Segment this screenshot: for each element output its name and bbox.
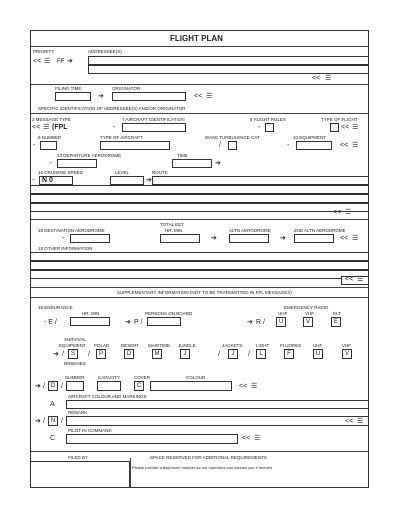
slash: / — [61, 383, 63, 390]
route-field[interactable] — [30, 194, 369, 203]
divider — [30, 46, 369, 47]
light-box[interactable]: L — [256, 349, 266, 359]
arrow-right-icon: ➔ — [146, 177, 152, 184]
type-of-flight-label: TYPE OF FLIGHT — [321, 117, 358, 122]
divider — [30, 287, 369, 288]
telephone-note: Please provide a telephone number so our operators can contact you if needed — [132, 465, 273, 470]
arrow-right-icon: ➔ — [247, 319, 253, 326]
other-info-field[interactable] — [30, 252, 369, 261]
departure-time-field[interactable] — [172, 159, 212, 168]
persons-label: PERSONS ON BOARD — [145, 311, 193, 316]
end-symbol: << — [340, 235, 349, 242]
destination-field[interactable] — [70, 234, 110, 243]
route-label: ROUTE — [152, 170, 168, 175]
fluores-label: FLUORES — [280, 343, 302, 348]
fpl-text: (FPL — [52, 124, 68, 131]
arrow-right-icon: ➔ — [35, 383, 41, 390]
persons-field[interactable] — [147, 317, 181, 326]
jungle-label: JUNGLE — [178, 343, 196, 348]
pilot-in-command-label: PILOT IN COMMAND — [68, 428, 112, 433]
altn-aerodrome-field[interactable] — [229, 234, 269, 243]
divider — [30, 113, 369, 114]
uhf2-label: UHF — [313, 343, 323, 348]
equipment-sub-label: EQUIPMENT — [59, 343, 86, 348]
elt-box[interactable]: E — [331, 317, 341, 327]
route-field[interactable] — [30, 203, 369, 212]
arrow-right-icon: ➔ — [280, 235, 286, 242]
type-of-flight-box[interactable] — [330, 123, 339, 132]
equiv-symbol: ☰ — [325, 75, 332, 82]
jackets-label: JACKETS — [222, 343, 243, 348]
slash: / — [43, 418, 45, 425]
slash: / — [219, 142, 221, 149]
end-symbol: << — [345, 418, 354, 425]
aircraft-id-field[interactable] — [122, 123, 186, 132]
destination-label: 16 DESTINATION AERODROME — [38, 228, 105, 233]
emergency-radio-label: EMERGENCY RADIO — [284, 305, 329, 310]
slash: / — [43, 383, 45, 390]
end-symbol: << — [239, 383, 248, 390]
end-symbol: << — [194, 93, 203, 100]
aircraft-colour-prefix: A — [50, 401, 55, 408]
altn2-aerodrome-label: 2ND ALTN AERODROME — [294, 228, 346, 233]
capacity-label: CAPACITY — [98, 375, 121, 380]
persons-prefix: P / — [134, 319, 143, 326]
filing-time-field[interactable] — [55, 92, 91, 101]
vhf-label: VHF — [305, 311, 314, 316]
capacity-field[interactable] — [97, 381, 121, 391]
endurance-label: 19 ENDURANCE — [38, 305, 73, 310]
slash: / — [62, 351, 64, 358]
equiv-symbol: ☰ — [357, 418, 364, 425]
divider — [30, 451, 369, 452]
fluores-box[interactable]: F — [284, 349, 294, 359]
light-label: LIGHT — [256, 343, 270, 348]
uhf2-box[interactable]: U — [313, 349, 323, 359]
maritime-box[interactable]: M — [152, 349, 162, 359]
time-label: TIME — [177, 153, 188, 158]
vhf-box[interactable]: V — [303, 317, 313, 327]
type-of-aircraft-label: TYPE OF AIRCRAFT — [100, 135, 143, 140]
equiv-symbol: ☰ — [254, 435, 261, 442]
aircraft-colour-label: AIRCRAFT COLOUR AND MARKINGS — [68, 394, 147, 399]
divider — [30, 84, 369, 85]
dinghies-box[interactable]: D — [48, 381, 58, 391]
route-field[interactable] — [152, 176, 369, 185]
arrow-right-icon: ➔ — [215, 160, 221, 167]
priority-label: PRIORITY — [33, 49, 55, 54]
equiv-symbol: ☰ — [44, 58, 51, 65]
total-eet-label: TOTAL EET — [160, 222, 184, 227]
colour-label: COLOUR — [186, 375, 206, 380]
type-of-aircraft-field[interactable] — [100, 141, 170, 150]
slash: / — [88, 351, 90, 358]
flight-rules-box[interactable] — [265, 123, 274, 132]
jungle-box[interactable]: J — [180, 349, 190, 359]
dash: - — [113, 124, 116, 131]
level-label: LEVEL — [115, 170, 130, 175]
altn-aerodrome-label: ALTN AERODROME — [229, 228, 271, 233]
end-symbol: << — [333, 209, 342, 216]
vhf2-label: VHF — [342, 343, 351, 348]
originator-field[interactable] — [112, 92, 186, 101]
slash: / — [218, 351, 220, 358]
form-title: FLIGHT PLAN — [170, 34, 223, 43]
endurance-hr-label: HR. MIN — [82, 311, 100, 316]
number-field[interactable] — [40, 141, 57, 150]
end-symbol: << — [345, 276, 354, 283]
desert-box[interactable]: D — [124, 349, 134, 359]
flight-rules-label: 8 FLIGHT RULES — [250, 117, 286, 122]
endurance-field[interactable] — [70, 317, 110, 326]
total-eet-hr-label: HR. MIN — [165, 228, 183, 233]
dinghies-label: DINGHIES — [64, 361, 86, 366]
dinghies-number-label: NUMBER — [65, 375, 85, 380]
arrow-right-icon: ➔ — [98, 93, 104, 100]
jackets-box[interactable]: J — [228, 349, 238, 359]
other-info-field[interactable] — [30, 270, 369, 279]
other-info-field[interactable] — [30, 261, 369, 270]
other-info-label: 18 OTHER INFORMATION — [38, 246, 93, 251]
level-field[interactable] — [110, 176, 144, 185]
message-type-label: 3 MESSAGE TYPE — [32, 117, 71, 122]
equiv-symbol: ☰ — [352, 235, 359, 242]
arrow-right-icon: ➔ — [67, 58, 73, 65]
dash: - — [33, 142, 36, 149]
route-field[interactable] — [30, 185, 369, 194]
open-symbol: << — [32, 124, 41, 131]
radio-prefix: R / — [256, 319, 265, 326]
equiv-symbol: ☰ — [251, 383, 258, 390]
arrow-right-icon: ➔ — [53, 351, 59, 358]
cover-box[interactable]: C — [134, 381, 144, 391]
originator-label: ORIGINATOR — [112, 86, 141, 91]
vhf2-box[interactable]: V — [342, 349, 352, 359]
endurance-prefix: - E / — [44, 319, 57, 326]
altn2-aerodrome-field[interactable] — [294, 234, 334, 243]
arrow-right-icon: ➔ — [125, 319, 131, 326]
dash: - — [50, 160, 53, 167]
remarks-field[interactable] — [66, 416, 369, 426]
addressee-field[interactable] — [88, 65, 369, 74]
equiv-symbol: ☰ — [352, 124, 359, 131]
wake-turbulence-label: WAKE TURBULENCE CAT — [205, 135, 260, 140]
cruising-speed-label: 15 CRUISING SPEED — [38, 170, 83, 175]
addressees-label: ADDRESSEE(S) — [88, 49, 122, 54]
aircraft-id-label: 7 AIRCRAFT IDENTIFICATION — [122, 117, 185, 122]
uhf-box[interactable]: U — [276, 317, 286, 327]
n0-text: N 0 — [42, 177, 53, 184]
end-symbol: << — [242, 435, 251, 442]
dash: - — [287, 142, 290, 149]
filed-by-label: FILED BY — [68, 455, 89, 460]
equiv-symbol: ☰ — [345, 209, 352, 216]
remarks-label: REMARK — [68, 410, 88, 415]
equipment-label: 10 EQUIPMENT — [293, 135, 327, 140]
dash: - — [258, 124, 261, 131]
divider — [30, 297, 369, 298]
divider — [130, 458, 131, 488]
wake-turbulence-box[interactable] — [228, 141, 237, 150]
pilot-in-command-field[interactable] — [66, 434, 238, 444]
arrow-right-icon: ➔ — [211, 235, 217, 242]
elt-label: ELT — [333, 311, 341, 316]
equiv-symbol: ☰ — [352, 142, 359, 149]
equiv-symbol: ☰ — [206, 93, 213, 100]
dinghies-colour-field[interactable] — [150, 381, 232, 391]
filed-by-field[interactable] — [30, 461, 130, 488]
arrow-right-icon: ➔ — [35, 418, 41, 425]
uhf-label: UHF — [278, 311, 288, 316]
remarks-box[interactable]: N — [48, 416, 58, 426]
survival-label: SURVIVAL — [64, 337, 86, 342]
equipment-field[interactable] — [296, 141, 332, 150]
supplementary-label: SUPPLEMENTARY INFORMATION (NOT TO BE TRANSMITTED IN FPL MESSAGES) — [117, 290, 292, 295]
dash: - — [62, 235, 65, 242]
slash: / — [61, 418, 63, 425]
cover-label: COVER — [134, 375, 151, 380]
reserved-label: SPACE RESERVED FOR ADDITIONAL REQUIREMENTS — [150, 455, 267, 460]
end-symbol: << — [341, 124, 350, 131]
total-eet-field[interactable] — [160, 234, 200, 243]
number-label: 9 NUMBER — [38, 135, 62, 140]
addressee-field[interactable] — [88, 56, 369, 65]
filing-time-label: FILING TIME — [55, 86, 82, 91]
departure-aerodrome-label: 13 DEPARTURE AERODROME — [57, 153, 122, 158]
end-symbol: << — [312, 75, 321, 82]
ff-text: FF — [57, 59, 65, 65]
divider — [30, 219, 369, 220]
aircraft-colour-field[interactable] — [66, 400, 369, 409]
survival-box[interactable]: S — [68, 349, 78, 359]
specific-id-label: SPECIFIC IDENTIFICATION OF ADDRESSEE(S) AND/OR ORIGINATOR — [38, 106, 186, 111]
equiv-symbol: ☰ — [43, 124, 50, 131]
end-symbol: << — [340, 142, 349, 149]
departure-aerodrome-field[interactable] — [57, 159, 97, 168]
dinghies-number-field[interactable] — [66, 381, 84, 391]
polar-label: POLAR — [94, 343, 110, 348]
polar-box[interactable]: P — [96, 349, 106, 359]
open-symbol: << — [33, 58, 42, 65]
dash: - — [32, 177, 35, 184]
maritime-label: MARITIME — [148, 343, 170, 348]
slash: / — [248, 351, 250, 358]
equiv-symbol: ☰ — [357, 276, 364, 283]
pilot-prefix: C — [50, 435, 56, 442]
desert-label: DESERT — [121, 343, 140, 348]
